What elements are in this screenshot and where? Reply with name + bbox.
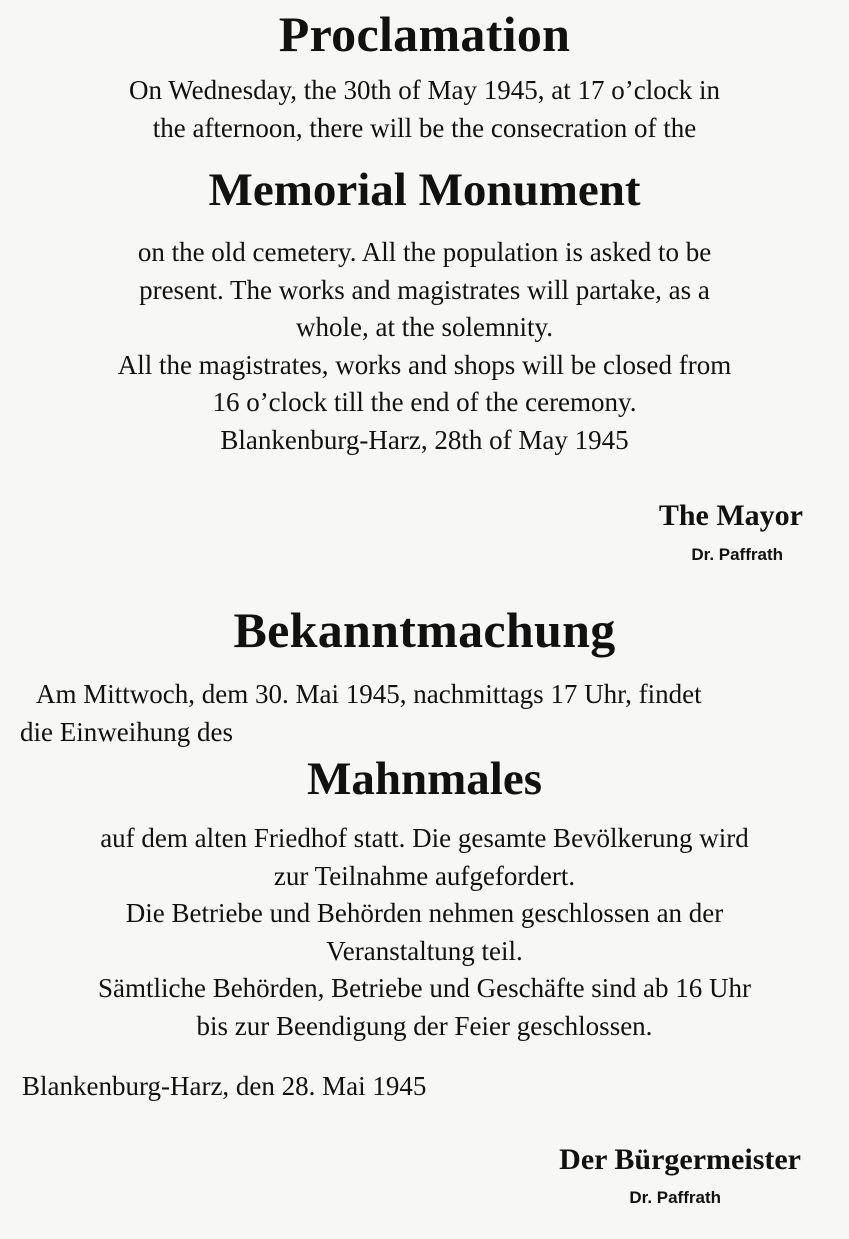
english-title: Proclamation: [278, 6, 571, 62]
english-body-line: Blankenburg-Harz, 28th of May 1945: [220, 424, 629, 455]
german-body-line: Veranstaltung teil.: [326, 935, 523, 966]
german-intro-line: die Einweihung des: [20, 716, 233, 747]
german-title-block: [0, 602, 849, 658]
german-title: Bekanntmachung: [233, 602, 616, 658]
english-intro-line: On Wednesday, the 30th of May 1945, at 17 o’clock in: [129, 75, 720, 105]
english-body: [0, 234, 849, 460]
german-place-date-block: [0, 1068, 849, 1106]
german-signature-name: Dr. Paffrath: [629, 1188, 721, 1207]
german-body-line: auf dem alten Friedhof statt. Die gesamte Bevölkerung wird: [100, 823, 749, 853]
english-title-block: [0, 6, 849, 62]
english-signature-name: Dr. Paffrath: [691, 545, 783, 564]
english-body-line: whole, at the solemnity.: [296, 312, 553, 343]
english-body-line: All the magistrates, works and shops will be closed from: [117, 349, 732, 380]
german-body-line: zur Teilnahme aufgefordert.: [273, 860, 576, 891]
english-intro: [0, 72, 849, 147]
english-body-line: on the old cemetery. All the population is asked to be: [137, 237, 712, 267]
german-signature-role: Der Bürgermeister: [559, 1143, 801, 1176]
german-place-date: Blankenburg-Harz, den 28. Mai 1945: [22, 1071, 427, 1101]
english-subject-block: [0, 163, 849, 217]
german-body-line: Die Betriebe und Behörden nehmen geschlossen an der: [125, 898, 724, 929]
english-subject: Memorial Monument: [208, 164, 641, 216]
german-intro: [0, 676, 849, 751]
german-subject-block: [0, 752, 849, 806]
german-body: [0, 820, 849, 1046]
german-body-line: Sämtliche Behörden, Betriebe und Geschäfte sind ab 16 Uhr: [97, 973, 752, 1004]
german-body-line: bis zur Beendigung der Feier geschlossen.: [196, 1010, 653, 1041]
german-intro-line: Am Mittwoch, dem 30. Mai 1945, nachmittags 17 Uhr, findet: [36, 679, 702, 709]
english-body-line: present. The works and magistrates will partake, as a: [139, 274, 710, 305]
english-body-line: 16 o’clock till the end of the ceremony.: [212, 387, 637, 418]
german-subject: Mahnmales: [307, 753, 542, 805]
english-signature-role: The Mayor: [658, 499, 803, 532]
english-intro-line: the afternoon, there will be the consecration of the: [152, 112, 697, 143]
